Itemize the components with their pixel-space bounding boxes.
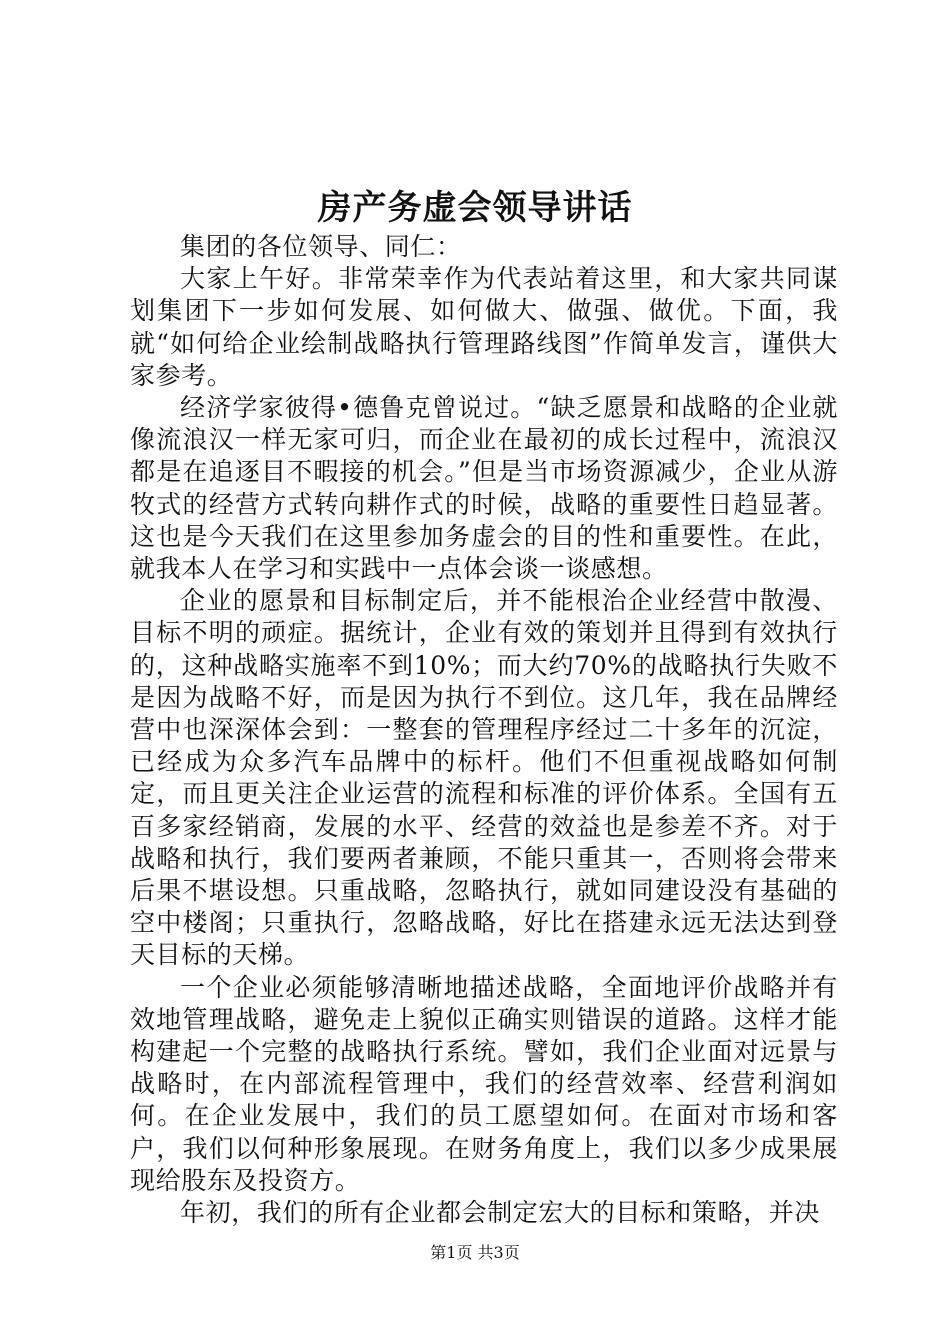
salutation: 集团的各位领导、同仁： — [180, 232, 462, 261]
document-body — [130, 231, 838, 1229]
paragraph: 年初，我们的所有企业都会制定宏大的目标和策略，并决 — [180, 1198, 821, 1228]
paragraph: 经济学家彼得•德鲁克曾说过。“缺乏愿景和战略的企业就像流浪汉一样无家可归，而企业在最初的成长过程中，流浪汉都是在追逐目不暇接的机会。”但是当市场资源减少，企业从游牧式的经营方式转向耕作式的时候，战略的重要性日趋显著。这也是今天我们在这里参加务虚会的目的性和重要性。在此，就我本人在学习和实践中一点体会谈一谈感想。 — [130, 393, 838, 584]
document-title: 房产务虚会领导讲话 — [317, 188, 633, 228]
paragraph: 大家上午好。非常荣幸作为代表站着这里，和大家共同谋划集团下一步如何发展、如何做大、做强、做优。下面，我就“如何给企业绘制战略执行管理路线图”作简单发言，谨供大家参考。 — [130, 264, 838, 390]
paragraph: 一个企业必须能够清晰地描述战略，全面地评价战略并有效地管理战略，避免走上貌似正确实则错误的道路。这样才能构建起一个完整的战略执行系统。譬如，我们企业面对远景与战略时，在内部流程管理中，我们的经营效率、经营利润如何。在企业发展中，我们的员工愿望如何。在面对市场和客户，我们以何种形象展现。在财务角度上，我们以多少成果展现给股东及投资方。 — [130, 972, 838, 1195]
page-footer: 第1页 共3页 — [430, 1243, 520, 1262]
paragraph: 企业的愿景和目标制定后，并不能根治企业经营中散漫、目标不明的顽症。据统计，企业有效的策划并且得到有效执行的，这种战略实施率不到10%；而大约70%的战略执行失败不是因为战略不好，而是因为执行不到位。这几年，我在品牌经营中也深深体会到：一整套的管理程序经过二十多年的沉淀，已经成为众多汽车品牌中的标杆。他们不但重视战略如何制定，而且更关注企业运营的流程和标准的评价体系。全国有五百多家经销商，发展的水平、经营的效益也是参差不齐。对于战略和执行，我们要两者兼顾，不能只重其一，否则将会带来后果不堪设想。只重战略，忽略执行，就如同建设没有基础的空中楼阁；只重执行，忽略战略，好比在搭建永远无法达到登天目标的天梯。 — [130, 586, 838, 970]
